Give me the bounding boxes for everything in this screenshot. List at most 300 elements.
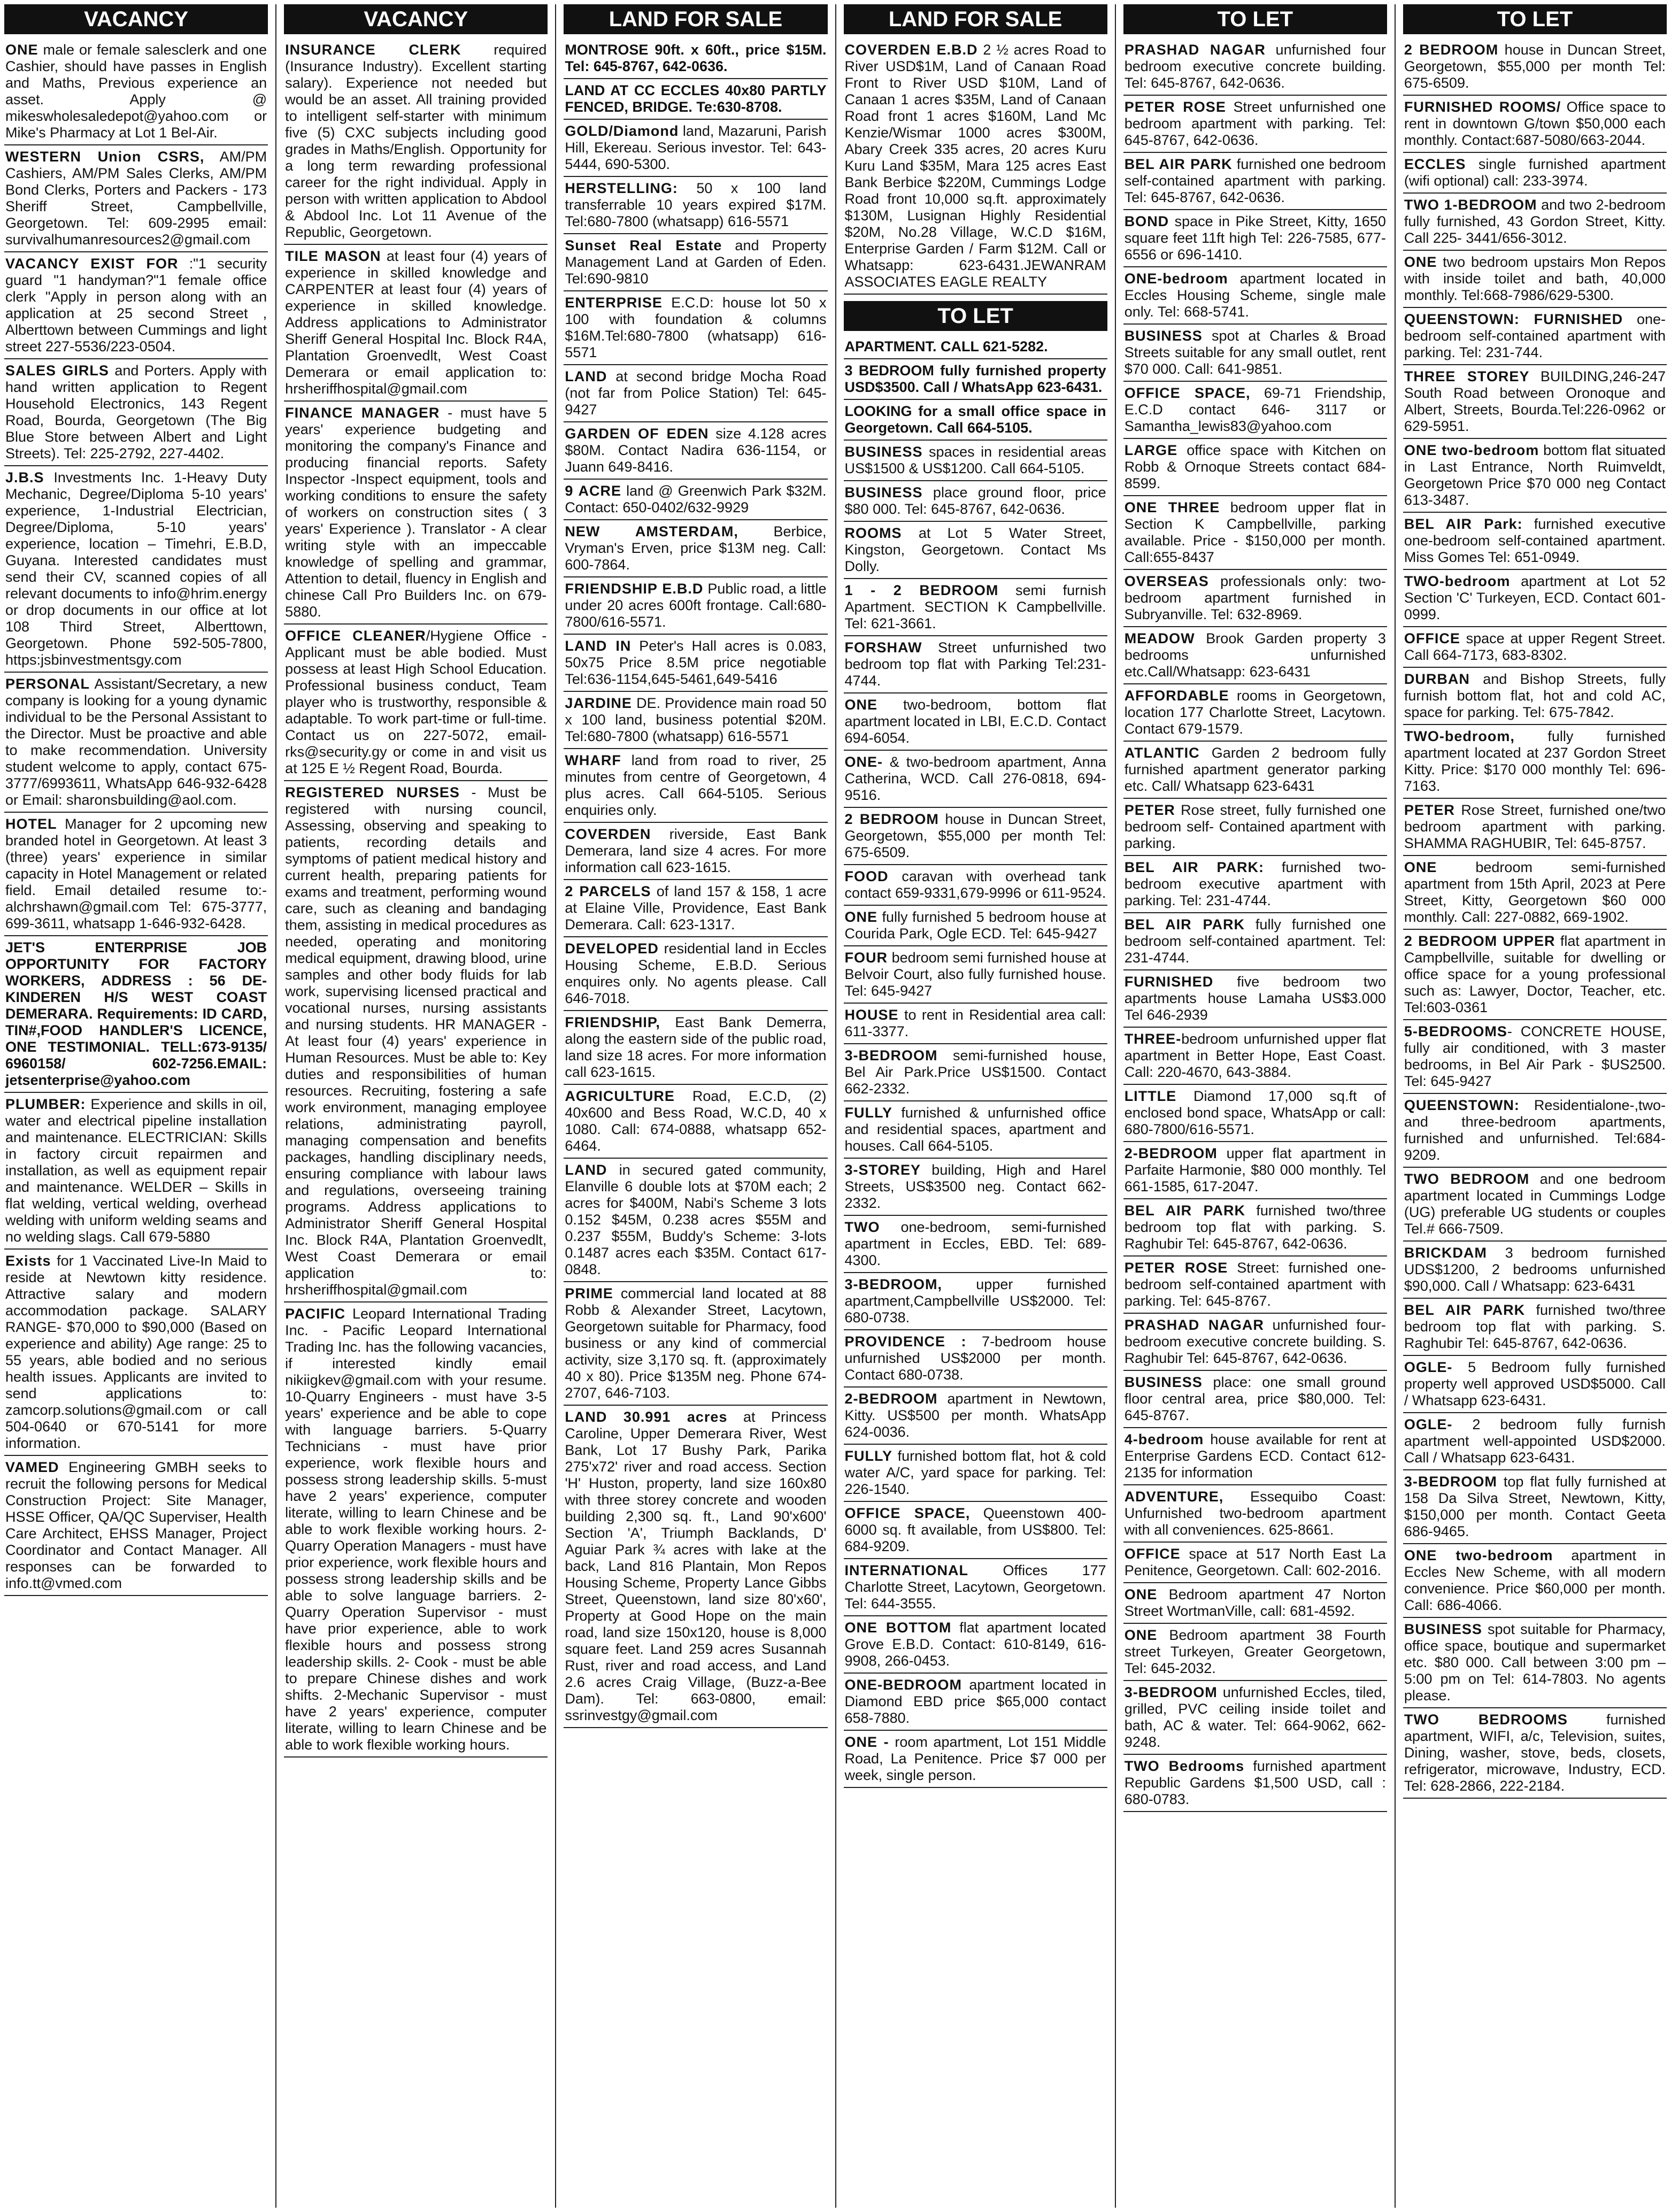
- ad-body: Berbice, Vryman's Erven, price $13M neg. Call: 600-7864.: [565, 523, 827, 573]
- ad-lead: WESTERN Union CSRS,: [5, 149, 205, 165]
- classified-ad: [4, 937, 268, 1093]
- classified-ad: [284, 40, 548, 245]
- classified-ad: [564, 579, 827, 635]
- column-5: [1123, 4, 1396, 2208]
- ad-body: bedroom semi-furnished apartment from 15th April, 2023 at Pere Street, Kitty, Georgetown $60 000 monthly. Call: 227-0882, 669-1902.: [1404, 859, 1666, 925]
- section-header-to-let: TO LET: [844, 301, 1107, 331]
- classified-ad: [284, 403, 548, 625]
- ad-body: unfurnished Eccles, tiled, grilled, PVC ceiling inside toilet and bath, AC & water. Tel: 664-9062, 662-9248.: [1124, 1684, 1386, 1750]
- ad-body: commercial land located at 88 Robb & Alexander Street, Lacytown, Georgetown suitable for Pharmacy, food business or any kind of commercial activity, size 3,170 sq. ft. (approximately 40 x 80). Price $135M neg. Phone 674-2707, 646-7103.: [565, 1285, 827, 1401]
- ad-list: [564, 40, 827, 1729]
- classified-ad: [844, 360, 1107, 400]
- ad-lead: ONE: [5, 42, 38, 58]
- classified-ad: [1123, 1200, 1387, 1257]
- ad-lead: TWO BEDROOMS: [1404, 1712, 1568, 1728]
- ad-body: - CONCRETE HOUSE, fully air conditioned, with 3 master bedrooms, in Bel Air Park - $US2500. Tel: 645-9427: [1404, 1023, 1666, 1089]
- classified-ad: [284, 782, 548, 1302]
- ad-lead: JET'S ENTERPRISE JOB OPPORTUNITY FOR FACTORY WORKERS, ADDRESS : 56 DE-KINDEREN H/S WEST COAST DEMERARA. Requirements: ID CARD, TIN#,FOOD HANDLER'S LICENCE, ONE TESTIMONIAL. TELL:673-9135/ 6960158/ 602-7256.EMAIL: jetsenterprise@yahoo.com: [5, 939, 267, 1088]
- ad-body: Rose Street, furnished one/two bedroom apartment with parking. SHAMMA RAGHUBIR, Tel: 645-8757.: [1404, 802, 1666, 851]
- classified-ad: [1123, 211, 1387, 267]
- ad-lead: 2 BEDROOM: [1404, 42, 1499, 58]
- classified-ad: [1403, 800, 1667, 856]
- ad-body: unfurnished four-bedroom executive concrete building. S. Raghubir Tel: 645-8767, 642-0636.: [1124, 1317, 1386, 1366]
- ad-lead: ONE: [1124, 1627, 1158, 1643]
- classified-ad: [844, 442, 1107, 481]
- classified-ad: [1403, 669, 1667, 725]
- classified-ad: [1123, 1429, 1387, 1485]
- classified-ad: [564, 1160, 827, 1282]
- ad-lead: PERSONAL: [5, 676, 90, 692]
- ad-list: [844, 336, 1107, 1789]
- ad-lead: Sunset Real Estate: [565, 237, 722, 253]
- classified-ad: [1403, 366, 1667, 439]
- ad-lead: 4-bedroom: [1124, 1431, 1204, 1447]
- ad-body: place: one small ground floor central area, price $80,000. Tel: 645-8767.: [1124, 1374, 1386, 1423]
- ad-lead: 3-BEDROOM,: [844, 1276, 943, 1292]
- ad-lead: ONE: [1124, 1586, 1158, 1602]
- classified-ad: [1123, 326, 1387, 382]
- ad-body: spot suitable for Pharmacy, office space, boutique and supermarket etc. $80 000. Call between 3:00 pm – 5:00 pm on Tel: 614-7803. No agents please.: [1404, 1621, 1666, 1704]
- classified-ad: [4, 147, 268, 252]
- ad-list: [284, 40, 548, 1759]
- ad-lead: DEVELOPED: [565, 941, 659, 957]
- ad-lead: COVERDEN: [565, 826, 651, 842]
- classified-ad: [1123, 628, 1387, 684]
- ad-body: Diamond 17,000 sq.ft of enclosed bond space, WhatsApp or call: 680-7800/616-5571.: [1124, 1088, 1386, 1137]
- classified-ad: [4, 1251, 268, 1456]
- classified-ad: [1403, 1095, 1667, 1168]
- section-header-to-let: TO LET: [1403, 4, 1667, 34]
- ad-body: office space with Kitchen on Robb & Ornoque Streets contact 684-8599.: [1124, 442, 1386, 491]
- ad-body: and one bedroom apartment located in Cummings Lodge (UG) preferable UG students or couples Tel.# 666-7509.: [1404, 1171, 1666, 1237]
- classified-ad: [1123, 800, 1387, 856]
- ad-lead: FULLY: [844, 1105, 893, 1121]
- ad-body: place ground floor, price $80 000. Tel: 645-8767, 642-0636.: [844, 484, 1106, 517]
- ad-lead: JARDINE: [565, 695, 632, 711]
- classified-ad: [1123, 1086, 1387, 1142]
- ad-lead: BUSINESS: [844, 484, 923, 500]
- ad-body: fully furnished one bedroom self-contained apartment. Tel: 231-4744.: [1124, 916, 1386, 966]
- column-4: [844, 4, 1116, 2208]
- ad-lead: ONE-: [844, 754, 883, 770]
- ad-body: bedroom upper flat in Section K Campbellville, parking available. Price - $150,000 per month. Call:655-8437: [1124, 499, 1386, 565]
- ad-body: required (Insurance Industry). Excellent starting salary). Experience not needed but would be an asset. All training provided to intelligent self-starter with minimum five (5) CXC subjects including good grades in Maths/English. Opportunity for a long term rewarding professional career for the right individual. Apply in person with written application to Abdool & Abdool Inc. Lot 11 Avenue of the Republic, Georgetown.: [285, 42, 547, 240]
- ad-lead: PACIFIC: [285, 1306, 346, 1322]
- ad-lead: BRICKDAM: [1404, 1245, 1487, 1261]
- classified-ad: [844, 1675, 1107, 1731]
- ad-body: Road, E.C.D, (2) 40x600 and Bess Road, W.C.D, 40 x 1080. Call: 674-0888, whatsapp 652-6464.: [565, 1088, 827, 1154]
- ad-body: Peter's Hall acres is 0.083, 50x75 Price 8.5M price negotiable Tel:636-1154,645-5461,649-5416: [565, 638, 827, 687]
- ad-lead: ONE two-bedroom: [1404, 442, 1539, 458]
- ad-lead: FOUR: [844, 950, 888, 966]
- classified-ad: [284, 1304, 548, 1758]
- classified-ad: [564, 1407, 827, 1728]
- classified-ad: [564, 481, 827, 520]
- ad-body: house available for rent at Enterprise Gardens ECD. Contact 612-2135 for information: [1124, 1431, 1386, 1481]
- ad-lead: Exists: [5, 1253, 51, 1269]
- ad-lead: MEADOW: [1124, 630, 1195, 646]
- ad-lead: LITTLE: [1124, 1088, 1177, 1104]
- ad-lead: HOTEL: [5, 816, 57, 832]
- ad-lead: LAND: [565, 1162, 607, 1178]
- ad-lead: FURNISHED: [1124, 974, 1214, 990]
- classified-ad: [1403, 97, 1667, 153]
- ad-body: furnished apartment, WIFI, a/c, Television, suites, Dining, washer, stove, beds, closets, refrigerator, microwave, Industry, ECD. Tel: 628-2866, 222-2184.: [1404, 1712, 1666, 1794]
- ad-body: 69-71 Friendship, E.C.D contact 646- 3117 or Samantha_lewis83@yahoo.com: [1124, 385, 1386, 434]
- ad-lead: BUSINESS: [1124, 1374, 1203, 1390]
- ad-lead: ONE: [844, 909, 878, 925]
- ad-lead: PRASHAD NAGAR: [1124, 42, 1266, 58]
- classified-ad: [1123, 1486, 1387, 1543]
- ad-body: land from road to river, 25 minutes from centre of Georgetown, 4 plus acres. Call 664-5105. Serious enquiries only.: [565, 752, 827, 818]
- ad-body: apartment located in Eccles Housing Scheme, single male only. Tel: 668-5741.: [1124, 271, 1386, 320]
- classified-ad: [1123, 1258, 1387, 1314]
- ad-lead: VAMED: [5, 1459, 59, 1475]
- ad-lead: LAND: [565, 368, 607, 384]
- ad-lead: ENTERPRISE: [565, 295, 663, 311]
- ad-body: - Must be registered with nursing council, Assessing, observing and speaking to patients, recording details and symptoms of patient medical history and current health, preparing patients for exams and treatment, performing wound care, such as cleaning and bandaging them, assisting in medical procedures as needed, operating and monitoring medical equipment, drawing blood, urine samples and other body fluids for lab work, supervising licensed practical and vocational nurses, nursing assistants and nursing students. HR MANAGER - At least four (4) years' experience in Human Resources. Must be able to: Key duties and responsibilities of human resources. Recruiting, fostering a safe work environment, managing employee relations, administrating payroll, managing compensation and benefits packages, handling disciplinary needs, ensuring compliance with labour laws and regulations, overseeing training programs. Address applications to Administrator Sheriff General Hospital Inc. Block R4A, Plantation Groenvedlt, West Coast Demerara or email application to: hrsheriffhospital@gmail.com: [285, 784, 547, 1298]
- classified-ad: [1123, 1584, 1387, 1624]
- ad-body: furnished bottom flat, hot & cold water A/C, yard space for parking. Tel: 226-1540.: [844, 1448, 1106, 1497]
- ad-lead: INSURANCE CLERK: [285, 42, 461, 58]
- ad-lead: 2 PARCELS: [565, 883, 651, 899]
- ad-lead: 2-BEDROOM: [1124, 1145, 1218, 1161]
- classified-ad: [1403, 857, 1667, 930]
- ad-lead: NEW AMSTERDAM,: [565, 523, 738, 539]
- ad-body: 7-bedroom house unfurnished US$2000 per month. Contact 680-0738.: [844, 1334, 1106, 1383]
- classified-ad: [1123, 1315, 1387, 1371]
- ad-lead: 2 BEDROOM: [844, 811, 939, 827]
- classified-ad: [1403, 309, 1667, 365]
- classified-ad: [564, 292, 827, 365]
- ad-lead: TWO Bedrooms: [1124, 1758, 1245, 1774]
- ad-body: in secured gated community, Elanville 6 double lots at $70M each; 2 acres for $400M, Nabi's Scheme 3 lots 0.152 $45M, 0.238 acres $55M and 0.237 $55M, Buddy's Scheme: 3-lots 0.1487 acres each $35M. Contact 617-0848.: [565, 1162, 827, 1277]
- ad-lead: 3 BEDROOM fully furnished property USD$3500. Call / WhatsApp 623-6431.: [844, 363, 1106, 395]
- ad-lead: LAND 30.991 acres: [565, 1409, 728, 1425]
- ad-body: and Bishop Streets, fully furnish bottom flat, hot and cold AC, space for parking. Tel: 675-7842.: [1404, 671, 1666, 720]
- ad-body: Street unfurnished two bedroom top flat with Parking Tel:231-4744.: [844, 639, 1106, 689]
- ad-body: at least four (4) years of experience in skilled knowledge and CARPENTER at least four (4) years of experience in skilled knowledge. Address applications to Administrator Sheriff General Hospital Inc. Block R4A, Plantation Groenvedlt, West Coast Demerara or email application to: hrsheriffhospital@gmail.com: [285, 248, 547, 397]
- ad-lead: ONE THREE: [1124, 499, 1220, 515]
- ad-lead: MONTROSE 90ft. x 60ft., price $15M. Tel: 645-8767, 642-0636.: [565, 42, 827, 74]
- classified-ad: [844, 752, 1107, 808]
- ad-lead: OGLE-: [1404, 1359, 1453, 1375]
- ad-lead: TWO-bedroom,: [1404, 728, 1515, 744]
- ad-lead: TWO 1-BEDROOM: [1404, 197, 1537, 213]
- classified-ad: [1403, 1545, 1667, 1618]
- ad-body: Bedroom apartment 38 Fourth street Turkeyen, Greater Georgetown, Tel: 645-2032.: [1124, 1627, 1386, 1676]
- ad-lead: TWO-bedroom: [1404, 573, 1511, 589]
- column-1: [4, 4, 276, 2208]
- classified-ad: [1123, 685, 1387, 742]
- classified-ad: [564, 1086, 827, 1159]
- classified-ad: [1123, 154, 1387, 210]
- ad-body: apartment in Newtown, Kitty. US$500 per month. WhatsApp 624-0036.: [844, 1391, 1106, 1440]
- classified-ad: [1403, 1169, 1667, 1242]
- ad-body: 50 x 100 land transferrable 10 years expired $17M. Tel:680-7800 (whatsapp) 616-5571: [565, 180, 827, 229]
- ad-body: 2 bedroom fully furnish apartment well-appointed USD$2000. Call / Whatsapp 623-6431.: [1404, 1416, 1666, 1466]
- classified-ad: [4, 674, 268, 813]
- classified-ad: [844, 1389, 1107, 1445]
- ad-lead: HERSTELLING:: [565, 180, 678, 196]
- classified-ad: [1403, 154, 1667, 194]
- ad-lead: BUSINESS: [844, 444, 923, 460]
- ad-lead: BOND: [1124, 213, 1169, 229]
- classified-ad: [1123, 972, 1387, 1028]
- ad-body: & two-bedroom apartment, Anna Catherina, WCD. Call 276-0818, 694-9516.: [844, 754, 1106, 803]
- classified-ad: [1403, 440, 1667, 513]
- ad-lead: OFFICE CLEANER: [285, 628, 426, 644]
- ad-lead: COVERDEN E.B.D: [844, 42, 978, 58]
- ad-lead: GOLD/Diamond: [565, 123, 679, 139]
- classified-ad: [284, 246, 548, 402]
- classified-ad: [1403, 1021, 1667, 1094]
- ad-body: space at 517 North East La Penitence, Georgetown. Call: 602-2016.: [1124, 1546, 1386, 1578]
- ad-body: residential land in Eccles Housing Scheme, E.B.D. Serious enquires only. No agents please. Call 646-7018.: [565, 941, 827, 1006]
- ad-body: house in Duncan Street, Georgetown, $55,000 per month Tel: 675-6509.: [844, 811, 1106, 860]
- ad-body: Public road, a little under 20 acres 600ft frontage. Call:680-7800/616-5571.: [565, 581, 827, 630]
- ad-body: Office space to rent in downtown G/town $50,000 each monthly. Contact:687-5080/663-2044.: [1404, 99, 1666, 148]
- classified-ad: [1403, 252, 1667, 308]
- ad-list: [1123, 40, 1387, 1813]
- ad-lead: PETER ROSE: [1124, 1260, 1228, 1276]
- classified-ad: [1123, 857, 1387, 913]
- ad-body: size 4.128 acres $80M. Contact Nadira 636-1154, or Juann 649-8416.: [565, 426, 827, 475]
- ad-body: room apartment, Lot 151 Middle Road, La Penitence. Price $7 000 per week, single person.: [844, 1734, 1106, 1783]
- classified-ad: [4, 467, 268, 673]
- classified-ad: [4, 1094, 268, 1250]
- classified-ad: [844, 947, 1107, 1004]
- classified-ad: [1123, 383, 1387, 439]
- classified-ad: [4, 253, 268, 359]
- ad-body: BUILDING,246-247 South Road between Oronoque and Albert, Streets, Bourda.Tel:226-0962 or 629-5951.: [1404, 368, 1666, 434]
- ad-lead: 3-BEDROOM: [844, 1047, 938, 1063]
- ad-body: apartment at Lot 52 Section 'C' Turkeyen, ECD. Contact 601-0999.: [1404, 573, 1666, 622]
- ad-body: building, High and Harel Streets, US$3500 neg. Contact 662-2332.: [844, 1162, 1106, 1211]
- classified-ad: [844, 1160, 1107, 1216]
- classified-ad: [1403, 571, 1667, 627]
- ad-lead: ONE-bedroom: [1124, 271, 1228, 287]
- ad-body: land, Mazaruni, Parish Hill, Ekereau. Serious investor. Tel: 643-5444, 690-5300.: [565, 123, 827, 172]
- classified-ad: [1403, 1300, 1667, 1356]
- section-header-land-for-sale: LAND FOR SALE: [564, 4, 827, 34]
- ad-body: at second bridge Mocha Road (not far from Police Station) Tel: 645-9427: [565, 368, 827, 418]
- classified-ad: [4, 360, 268, 466]
- ad-body: 3 bedroom furnished UDS$1200, 2 bedrooms unfurnished $90,000. Call / Whatsapp: 623-6431: [1404, 1245, 1666, 1294]
- classified-ad: [1123, 571, 1387, 627]
- ad-body: Residentialone-,two-and three-bedroom apartments, furnished and unfurnished. Tel:684-9209.: [1404, 1097, 1666, 1163]
- classified-ad: [564, 178, 827, 234]
- ad-body: East Bank Demerra, along the eastern side of the public road, land size 18 acres. For more information call 623-1615.: [565, 1014, 827, 1080]
- ad-lead: DURBAN: [1404, 671, 1470, 687]
- ad-body: bottom flat situated in Last Entrance, North Ruimveldt, Georgetown Price $70 000 neg Contact 613-3487.: [1404, 442, 1666, 508]
- ad-lead: FOOD: [844, 868, 889, 884]
- ad-body: to rent in Residential area call: 611-3377.: [844, 1007, 1106, 1039]
- classified-ad: [564, 235, 827, 291]
- ad-lead: BUSINESS: [1124, 328, 1203, 344]
- ad-lead: BUSINESS: [1404, 1621, 1482, 1637]
- ad-body: spot at Charles & Broad Streets suitable for any small outlet, rent $70 000. Call: 641-9851.: [1124, 328, 1386, 377]
- ad-body: two-bedroom, bottom flat apartment located in LBI, E.C.D. Contact 694-6054.: [844, 697, 1106, 746]
- classified-ad: [564, 423, 827, 480]
- classified-ad: [1123, 97, 1387, 153]
- ad-body: five bedroom two apartments house Lamaha US$3.000 Tel 646-2939: [1124, 974, 1386, 1023]
- ad-body: Bedroom apartment 47 Norton Street WortmanVille, call: 681-4592.: [1124, 1586, 1386, 1619]
- ad-body: riverside, East Bank Demerara, land size 4 acres. For more information call 623-1615.: [565, 826, 827, 875]
- classified-ad: [1403, 1414, 1667, 1470]
- ad-lead: TWO BEDROOM: [1404, 1171, 1530, 1187]
- classified-ad: [564, 366, 827, 422]
- section-header-land-for-sale: LAND FOR SALE: [844, 4, 1107, 34]
- classified-ad: [1123, 440, 1387, 496]
- ad-lead: PETER: [1404, 802, 1455, 818]
- ad-lead: FULLY: [844, 1448, 893, 1464]
- classified-ad: [1403, 628, 1667, 668]
- ad-body: AM/PM Cashiers, AM/PM Sales Clerks, AM/PM Bond Clerks, Porters and Packers - 173 Sheriff Street, Campbellville, Georgetown. Tel: 609-2995 email: survivalhumanresources2@gmail.com: [5, 149, 267, 248]
- ad-lead: ONE: [844, 697, 878, 713]
- ad-body: house in Duncan Street, Georgetown, $55,000 per month Tel: 675-6509.: [1404, 42, 1666, 91]
- ad-body: of land 157 & 158, 1 acre at Elaine Ville, Providence, East Bank Demerara. Call: 623-1317.: [565, 883, 827, 932]
- ad-body: Manager for 2 upcoming new branded hotel in Georgetown. At least 3 (three) years' experience in similar capacity in Hotel Management or related field. Email detailed resume to:- alchrshawn@gmail.com Tel: 675-3777, 699-3611, whatsapp 1-646-932-6428.: [5, 816, 267, 931]
- classified-ad: [844, 1005, 1107, 1044]
- ad-lead: FRIENDSHIP,: [565, 1014, 660, 1030]
- ad-lead: 2-BEDROOM: [844, 1391, 938, 1407]
- classified-ad: [844, 1560, 1107, 1616]
- classified-ad: [1403, 726, 1667, 799]
- ad-lead: PETER: [1124, 802, 1175, 818]
- classified-ad: [844, 523, 1107, 579]
- ad-body: Engineering GMBH seeks to recruit the following persons for Medical Construction Project: Site Manager, HSSE Officer, QA/QC Superviser, Health Care Architect, EHSS Manager, Project Coordinator and Contact Manager. All responses can be forwarded to info.tt@vmed.com: [5, 1459, 267, 1591]
- ad-body: professionals only: two-bedroom apartment furnished in Subryanville. Tel: 632-8969.: [1124, 573, 1386, 622]
- classified-ad: [564, 521, 827, 577]
- ad-body: apartment located in Diamond EBD price $65,000 contact 658-7880.: [844, 1677, 1106, 1726]
- classified-ad: [564, 824, 827, 880]
- column-2: [284, 4, 556, 2208]
- ad-body: for 1 Vaccinated Live-In Maid to reside at Newtown kitty residence. Attractive salary and modern accommodation package. SALARY RANGE- $70,000 to $90,000 (Based on experience and ability) Age range: 25 to 55 years, able bodied and no serious health issues. Applicants are invited to send applications to: zamcorp.solutions@gmail.com or call 504-0640 or 670-5141 for more information.: [5, 1253, 267, 1451]
- classified-ad: [564, 80, 827, 120]
- ad-body: apartment in Eccles New Scheme, with all modern convenience. Price $60,000 per month. Call: 686-4066.: [1404, 1547, 1666, 1613]
- ad-lead: OGLE-: [1404, 1416, 1453, 1432]
- section-header-vacancy: VACANCY: [284, 4, 548, 34]
- ad-lead: OFFICE: [1124, 1546, 1181, 1562]
- classified-ad: [1123, 743, 1387, 799]
- classified-ad: [844, 1331, 1107, 1388]
- ad-body: Street: furnished one-bedroom self-contained apartment with parking. Tel: 645-8767.: [1124, 1260, 1386, 1309]
- ad-lead: J.B.S: [5, 469, 44, 485]
- ad-body: two bedroom upstairs Mon Repos with inside toilet and bath, 40,000 monthly. Tel:668-7986/629-5300.: [1404, 254, 1666, 303]
- ad-lead: OFFICE: [1404, 630, 1460, 646]
- classified-ad: [1403, 1471, 1667, 1544]
- ad-body: and two 2-bedroom fully furnished, 43 Gordon Street, Kitty. Call 225- 3441/656-3012.: [1404, 197, 1666, 246]
- ad-lead: PLUMBER:: [5, 1096, 86, 1112]
- classified-ad: [844, 866, 1107, 906]
- ad-lead: QUEENSTOWN: FURNISHED: [1404, 311, 1623, 327]
- ad-body: at Princess Caroline, Upper Demerara River, West Bank, Lot 17 Bushy Park, Parika 275'x72' river and road access. Section 'H' Huston, property, land size 160x80 with three storey concrete and wooden building 2,300 sq. ft., Land 90'x600' Section 'A', Triumph Backlands, D' Aguiar Park ¾ acres with lake at the back, Land 816 Plantain, Mon Repos Housing Scheme, Property Lance Gibbs Street, Queenstown, land size 80'x60', Property at Good Hope on the main road, land size 150x120, house is 8,000 square feet. Land 259 acres Susannah Rust, river and road access, and Land 2.6 acres Craig Village, (Buzz-a-Bee Dam). Tel: 663-0800, email: ssrinvestgy@gmail.com: [565, 1409, 827, 1723]
- column-3: [564, 4, 836, 2208]
- ad-lead: TILE MASON: [285, 248, 381, 264]
- classified-ad: [564, 1283, 827, 1406]
- ad-lead: ADVENTURE,: [1124, 1489, 1224, 1505]
- classified-ad: [844, 1503, 1107, 1559]
- ad-body: caravan with overhead tank contact 659-9331,679-9996 or 611-9524.: [844, 868, 1106, 901]
- ad-lead: FURNISHED ROOMS/: [1404, 99, 1561, 115]
- ad-lead: ONE: [1404, 254, 1437, 270]
- ad-body: and Porters. Apply with hand written application to Regent Household Electronics, 143 Regent Road, Bourda, Georgetown (The Big Blue Store between Albert and Light Streets). Tel: 225-2792, 227-4402.: [5, 363, 267, 461]
- ad-lead: ONE-BEDROOM: [844, 1677, 962, 1693]
- ad-body: Queenstown 400-6000 sq. ft available, from US$800. Tel: 684-9209.: [844, 1505, 1106, 1554]
- ad-lead: BEL AIR PARK: [1404, 1302, 1526, 1318]
- ad-lead: OFFICE SPACE,: [1124, 385, 1251, 401]
- ad-body: 2 ½ acres Road to River USD$1M, Land of Canaan Road Front to River USD $10M, Land of Canaan 1 acres $35M, Land of Canaan Road front 1 acres $160M, Land Mc Kenzie/Wismar 1000 acres $300M, Abary Creek 335 acres, 20 acres Kuru Kuru Land $35M, Mara 125 acres East Bank Berbice $220M, Cummings Lodge Road front 10,000 sq.ft. approximately $130M, Lusignan Highly Residential $20M, No.28 Village, W.C.D $16M, Enterprise Garden / Farm $12M. Call or Whatsapp: 623-6431.JEWANRAM ASSOCIATES EAGLE REALTY: [844, 42, 1106, 290]
- ad-body: furnished two/three bedroom top flat with parking. S. Raghubir Tel: 645-8767, 642-0636.: [1124, 1203, 1386, 1252]
- ad-lead: PRASHAD NAGAR: [1124, 1317, 1264, 1333]
- classified-ad: [1123, 497, 1387, 570]
- ad-lead: PETER ROSE: [1124, 99, 1226, 115]
- ad-lead: ATLANTIC: [1124, 745, 1200, 761]
- classified-ad: [844, 1274, 1107, 1330]
- ad-lead: 3-STOREY: [844, 1162, 921, 1178]
- ad-body: flat apartment located Grove E.B.D. Contact: 610-8149, 616-9908, 266-0453.: [844, 1620, 1106, 1669]
- ad-lead: THREE STOREY: [1404, 368, 1530, 384]
- classified-ad: [564, 938, 827, 1011]
- ad-body: fully furnished apartment located at 237 Gordon Street Kitty. Price: $170 000 monthly Tel: 696-7163.: [1404, 728, 1666, 794]
- classified-ad: [4, 1457, 268, 1596]
- ad-body: one-bedroom, semi-furnished apartment in Eccles, EBD. Tel: 689-4300.: [844, 1219, 1106, 1268]
- ad-lead: PRIME: [565, 1285, 613, 1301]
- ad-lead: INTERNATIONAL: [844, 1562, 968, 1578]
- classified-ad: [1403, 1619, 1667, 1708]
- ad-lead: TWO: [844, 1219, 880, 1235]
- ad-body: one-bedroom self-contained apartment with parking. Tel: 231-744.: [1404, 311, 1666, 360]
- ad-lead: APARTMENT. CALL 621-5282.: [844, 338, 1048, 354]
- ad-list: [844, 40, 1107, 296]
- classified-ad: [564, 636, 827, 692]
- ad-body: furnished apartment Republic Gardens $1,500 USD, call : 680-0783.: [1124, 1758, 1386, 1807]
- classified-ad: [1123, 1029, 1387, 1085]
- ad-body: space in Pike Street, Kitty, 1650 square feet 11ft high Tel: 226-7585, 677-6556 or 696-1410.: [1124, 213, 1386, 263]
- ad-body: Rose street, fully furnished one bedroom self- Contained apartment with parking.: [1124, 802, 1386, 851]
- ad-body: 5 Bedroom fully furnished property well approved USD$5000. Call / Whatsapp 623-6431.: [1404, 1359, 1666, 1408]
- ad-lead: PROVIDENCE :: [844, 1334, 967, 1350]
- classified-ad: [284, 626, 548, 781]
- ad-lead: QUEENSTOWN:: [1404, 1097, 1520, 1113]
- ad-lead: LAND AT CC ECCLES 40x80 PARTLY FENCED, BRIDGE. Te:630-8708.: [565, 82, 827, 115]
- ad-lead: ONE -: [844, 1734, 889, 1750]
- classified-ad: [1403, 1243, 1667, 1299]
- classified-ad: [1123, 40, 1387, 96]
- ad-body: and Property Management Land at Garden of Eden. Tel:690-9810: [565, 237, 827, 287]
- column-6: [1403, 4, 1667, 2208]
- classified-ad: [1403, 40, 1667, 96]
- ad-body: single furnished apartment (wifi optional) call: 233-3974.: [1404, 156, 1666, 189]
- ad-lead: WHARF: [565, 752, 621, 768]
- ad-lead: 3-BEDROOM: [1404, 1474, 1497, 1490]
- ad-lead: THREE-: [1124, 1031, 1182, 1047]
- classified-ad: [1123, 1372, 1387, 1428]
- ad-lead: BEL AIR Park:: [1404, 516, 1523, 532]
- ad-body: upper flat apartment in Parfaite Harmonie, $80 000 monthly. Tel 661-1585, 617-2047.: [1124, 1145, 1386, 1194]
- ad-body: at Lot 5 Water Street, Kingston, Georgetown. Contact Ms Dolly.: [844, 525, 1106, 574]
- classified-ad: [844, 580, 1107, 636]
- classified-ad: [1403, 1709, 1667, 1799]
- ad-lead: OFFICE SPACE,: [844, 1505, 971, 1521]
- classified-ad: [1123, 1756, 1387, 1812]
- ad-lead: AFFORDABLE: [1124, 688, 1229, 704]
- ad-lead: FORSHAW: [844, 639, 922, 656]
- ad-lead: BEL AIR PARK: [1124, 1203, 1245, 1219]
- ad-body: unfurnished four bedroom executive concrete building. Tel: 645-8767, 642-0636.: [1124, 42, 1386, 91]
- ad-body: Investments Inc. 1-Heavy Duty Mechanic, Degree/Diploma 5-10 years' experience, 1-Industrial Electrician, Degree/Diploma, 5-10 years' experience, location – Timehri, E.B.D, Guyana. Interested candidates must send their CV, scanned copies of all relevant documents to info@hrim.energy or drop documents in our office at lot 108 Third Street, Alberttown, Georgetown. Phone 592-505-7800, https:jsbinvestmentsgy.com: [5, 469, 267, 668]
